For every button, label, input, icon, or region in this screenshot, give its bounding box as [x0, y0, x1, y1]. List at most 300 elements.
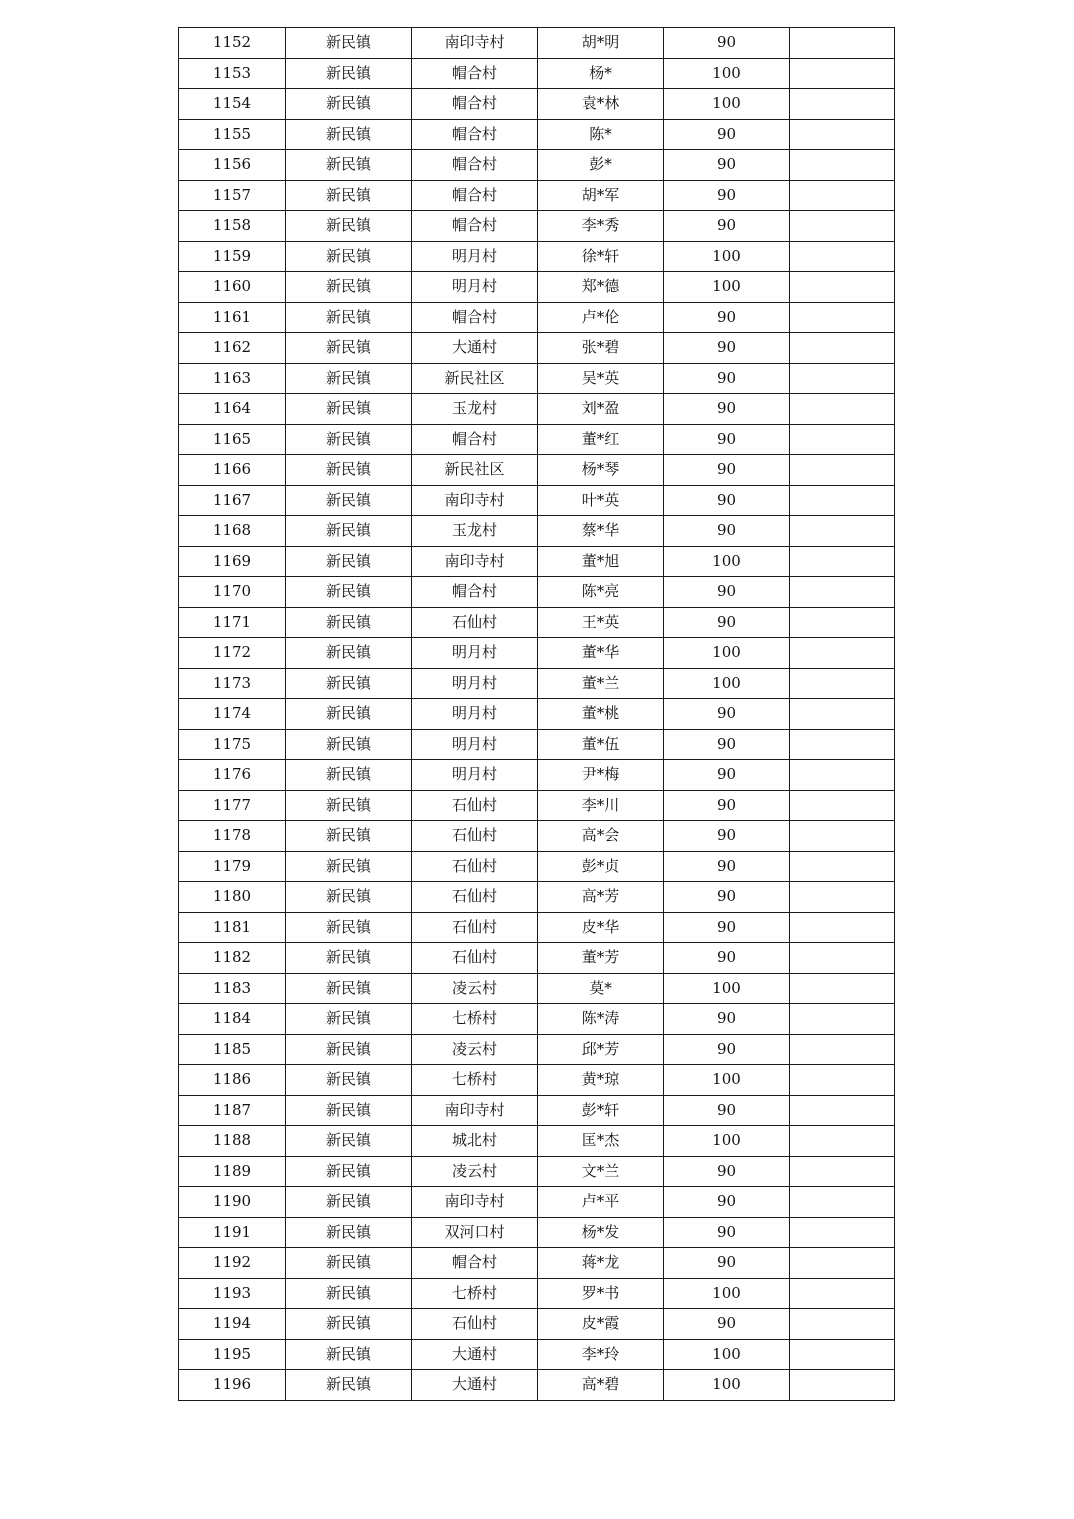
- table-row: [179, 1278, 895, 1309]
- town-cell: 新民镇: [286, 1034, 412, 1065]
- note-cell: [790, 333, 895, 364]
- table-row: [179, 241, 895, 272]
- village-cell: 七桥村: [412, 1004, 538, 1035]
- town-cell: 新民镇: [286, 516, 412, 547]
- amount-cell: 90: [664, 699, 790, 730]
- town-cell: 新民镇: [286, 394, 412, 425]
- table-row: [179, 363, 895, 394]
- amount-cell: 100: [664, 1370, 790, 1401]
- note-cell: [790, 150, 895, 181]
- town-cell: 新民镇: [286, 1065, 412, 1096]
- name-cell: 蔡*华: [538, 516, 664, 547]
- note-cell: [790, 546, 895, 577]
- amount-cell: 90: [664, 211, 790, 242]
- note-cell: [790, 1370, 895, 1401]
- village-cell: 明月村: [412, 241, 538, 272]
- note-cell: [790, 455, 895, 486]
- row-number-cell: 1184: [179, 1004, 286, 1035]
- village-cell: 七桥村: [412, 1065, 538, 1096]
- row-number-cell: 1170: [179, 577, 286, 608]
- name-cell: 董*芳: [538, 943, 664, 974]
- name-cell: 李*秀: [538, 211, 664, 242]
- name-cell: 郑*德: [538, 272, 664, 303]
- town-cell: 新民镇: [286, 333, 412, 364]
- note-cell: [790, 1248, 895, 1279]
- row-number-cell: 1158: [179, 211, 286, 242]
- row-number-cell: 1159: [179, 241, 286, 272]
- town-cell: 新民镇: [286, 729, 412, 760]
- town-cell: 新民镇: [286, 882, 412, 913]
- table-row: [179, 546, 895, 577]
- amount-cell: 90: [664, 455, 790, 486]
- table-row: [179, 394, 895, 425]
- table-row: [179, 1034, 895, 1065]
- village-cell: 帽合村: [412, 211, 538, 242]
- table-row: [179, 1370, 895, 1401]
- name-cell: 杨*琴: [538, 455, 664, 486]
- row-number-cell: 1185: [179, 1034, 286, 1065]
- table-row: [179, 89, 895, 120]
- town-cell: 新民镇: [286, 607, 412, 638]
- note-cell: [790, 851, 895, 882]
- village-cell: 石仙村: [412, 790, 538, 821]
- row-number-cell: 1162: [179, 333, 286, 364]
- table-row: [179, 119, 895, 150]
- note-cell: [790, 1034, 895, 1065]
- row-number-cell: 1193: [179, 1278, 286, 1309]
- note-cell: [790, 180, 895, 211]
- table-row: [179, 668, 895, 699]
- table-row: [179, 1095, 895, 1126]
- name-cell: 彭*: [538, 150, 664, 181]
- row-number-cell: 1174: [179, 699, 286, 730]
- amount-cell: 90: [664, 394, 790, 425]
- town-cell: 新民镇: [286, 668, 412, 699]
- amount-cell: 90: [664, 1217, 790, 1248]
- note-cell: [790, 485, 895, 516]
- name-cell: 卢*伦: [538, 302, 664, 333]
- village-cell: 大通村: [412, 1370, 538, 1401]
- town-cell: 新民镇: [286, 1217, 412, 1248]
- table-row: [179, 729, 895, 760]
- note-cell: [790, 790, 895, 821]
- table-row: [179, 150, 895, 181]
- name-cell: 杨*: [538, 58, 664, 89]
- row-number-cell: 1186: [179, 1065, 286, 1096]
- table-row: [179, 882, 895, 913]
- name-cell: 董*旭: [538, 546, 664, 577]
- row-number-cell: 1190: [179, 1187, 286, 1218]
- amount-cell: 100: [664, 58, 790, 89]
- table-row: [179, 790, 895, 821]
- village-cell: 石仙村: [412, 912, 538, 943]
- row-number-cell: 1153: [179, 58, 286, 89]
- note-cell: [790, 1095, 895, 1126]
- table-row: [179, 1339, 895, 1370]
- name-cell: 吴*英: [538, 363, 664, 394]
- table-row: [179, 1217, 895, 1248]
- table-row: [179, 1004, 895, 1035]
- town-cell: 新民镇: [286, 455, 412, 486]
- town-cell: 新民镇: [286, 699, 412, 730]
- note-cell: [790, 302, 895, 333]
- village-cell: 七桥村: [412, 1278, 538, 1309]
- table-row: [179, 912, 895, 943]
- name-cell: 皮*华: [538, 912, 664, 943]
- town-cell: 新民镇: [286, 1004, 412, 1035]
- note-cell: [790, 760, 895, 791]
- town-cell: 新民镇: [286, 180, 412, 211]
- table-row: [179, 821, 895, 852]
- amount-cell: 90: [664, 577, 790, 608]
- name-cell: 董*兰: [538, 668, 664, 699]
- amount-cell: 100: [664, 1065, 790, 1096]
- row-number-cell: 1169: [179, 546, 286, 577]
- table-row: [179, 1248, 895, 1279]
- village-cell: 大通村: [412, 1339, 538, 1370]
- village-cell: 凌云村: [412, 1156, 538, 1187]
- town-cell: 新民镇: [286, 973, 412, 1004]
- row-number-cell: 1165: [179, 424, 286, 455]
- village-cell: 帽合村: [412, 150, 538, 181]
- row-number-cell: 1156: [179, 150, 286, 181]
- note-cell: [790, 363, 895, 394]
- amount-cell: 90: [664, 943, 790, 974]
- name-cell: 高*芳: [538, 882, 664, 913]
- amount-cell: 90: [664, 790, 790, 821]
- town-cell: 新民镇: [286, 1309, 412, 1340]
- name-cell: 李*玲: [538, 1339, 664, 1370]
- town-cell: 新民镇: [286, 1370, 412, 1401]
- amount-cell: 90: [664, 1034, 790, 1065]
- table-row: [179, 851, 895, 882]
- village-cell: 明月村: [412, 668, 538, 699]
- name-cell: 高*碧: [538, 1370, 664, 1401]
- village-cell: 城北村: [412, 1126, 538, 1157]
- table-row: [179, 272, 895, 303]
- town-cell: 新民镇: [286, 760, 412, 791]
- village-cell: 石仙村: [412, 607, 538, 638]
- town-cell: 新民镇: [286, 943, 412, 974]
- table-row: [179, 333, 895, 364]
- amount-cell: 100: [664, 1339, 790, 1370]
- town-cell: 新民镇: [286, 1339, 412, 1370]
- town-cell: 新民镇: [286, 485, 412, 516]
- town-cell: 新民镇: [286, 1095, 412, 1126]
- table-row: [179, 760, 895, 791]
- row-number-cell: 1187: [179, 1095, 286, 1126]
- village-cell: 帽合村: [412, 577, 538, 608]
- village-cell: 帽合村: [412, 58, 538, 89]
- roster-table-body: [179, 28, 895, 1401]
- village-cell: 南印寺村: [412, 546, 538, 577]
- village-cell: 玉龙村: [412, 394, 538, 425]
- row-number-cell: 1155: [179, 119, 286, 150]
- note-cell: [790, 1309, 895, 1340]
- roster-table: [178, 27, 895, 1401]
- table-row: [179, 58, 895, 89]
- town-cell: 新民镇: [286, 424, 412, 455]
- amount-cell: 90: [664, 882, 790, 913]
- town-cell: 新民镇: [286, 58, 412, 89]
- name-cell: 刘*盈: [538, 394, 664, 425]
- village-cell: 明月村: [412, 638, 538, 669]
- town-cell: 新民镇: [286, 790, 412, 821]
- town-cell: 新民镇: [286, 89, 412, 120]
- village-cell: 玉龙村: [412, 516, 538, 547]
- town-cell: 新民镇: [286, 638, 412, 669]
- table-row: [179, 424, 895, 455]
- village-cell: 凌云村: [412, 1034, 538, 1065]
- note-cell: [790, 1187, 895, 1218]
- row-number-cell: 1177: [179, 790, 286, 821]
- note-cell: [790, 28, 895, 59]
- amount-cell: 90: [664, 516, 790, 547]
- name-cell: 彭*贞: [538, 851, 664, 882]
- row-number-cell: 1164: [179, 394, 286, 425]
- row-number-cell: 1173: [179, 668, 286, 699]
- note-cell: [790, 821, 895, 852]
- table-row: [179, 1156, 895, 1187]
- town-cell: 新民镇: [286, 302, 412, 333]
- note-cell: [790, 1278, 895, 1309]
- row-number-cell: 1179: [179, 851, 286, 882]
- name-cell: 蒋*龙: [538, 1248, 664, 1279]
- town-cell: 新民镇: [286, 1126, 412, 1157]
- village-cell: 大通村: [412, 333, 538, 364]
- name-cell: 尹*梅: [538, 760, 664, 791]
- amount-cell: 90: [664, 485, 790, 516]
- row-number-cell: 1175: [179, 729, 286, 760]
- row-number-cell: 1176: [179, 760, 286, 791]
- row-number-cell: 1178: [179, 821, 286, 852]
- name-cell: 王*英: [538, 607, 664, 638]
- note-cell: [790, 89, 895, 120]
- row-number-cell: 1183: [179, 973, 286, 1004]
- table-row: [179, 607, 895, 638]
- name-cell: 彭*轩: [538, 1095, 664, 1126]
- note-cell: [790, 973, 895, 1004]
- note-cell: [790, 1004, 895, 1035]
- town-cell: 新民镇: [286, 821, 412, 852]
- note-cell: [790, 241, 895, 272]
- amount-cell: 90: [664, 363, 790, 394]
- row-number-cell: 1171: [179, 607, 286, 638]
- name-cell: 张*碧: [538, 333, 664, 364]
- table-row: [179, 577, 895, 608]
- amount-cell: 90: [664, 912, 790, 943]
- town-cell: 新民镇: [286, 241, 412, 272]
- table-row: [179, 516, 895, 547]
- row-number-cell: 1188: [179, 1126, 286, 1157]
- row-number-cell: 1180: [179, 882, 286, 913]
- amount-cell: 90: [664, 1095, 790, 1126]
- village-cell: 新民社区: [412, 363, 538, 394]
- note-cell: [790, 394, 895, 425]
- note-cell: [790, 58, 895, 89]
- amount-cell: 100: [664, 241, 790, 272]
- village-cell: 帽合村: [412, 180, 538, 211]
- town-cell: 新民镇: [286, 1278, 412, 1309]
- village-cell: 明月村: [412, 760, 538, 791]
- row-number-cell: 1196: [179, 1370, 286, 1401]
- name-cell: 杨*发: [538, 1217, 664, 1248]
- table-row: [179, 943, 895, 974]
- row-number-cell: 1154: [179, 89, 286, 120]
- town-cell: 新民镇: [286, 912, 412, 943]
- name-cell: 罗*书: [538, 1278, 664, 1309]
- village-cell: 帽合村: [412, 424, 538, 455]
- note-cell: [790, 424, 895, 455]
- village-cell: 南印寺村: [412, 1095, 538, 1126]
- village-cell: 石仙村: [412, 943, 538, 974]
- amount-cell: 90: [664, 760, 790, 791]
- amount-cell: 90: [664, 821, 790, 852]
- name-cell: 董*华: [538, 638, 664, 669]
- town-cell: 新民镇: [286, 851, 412, 882]
- row-number-cell: 1152: [179, 28, 286, 59]
- name-cell: 董*伍: [538, 729, 664, 760]
- amount-cell: 90: [664, 1248, 790, 1279]
- name-cell: 陈*亮: [538, 577, 664, 608]
- name-cell: 叶*英: [538, 485, 664, 516]
- name-cell: 文*兰: [538, 1156, 664, 1187]
- amount-cell: 90: [664, 1004, 790, 1035]
- village-cell: 帽合村: [412, 302, 538, 333]
- note-cell: [790, 1156, 895, 1187]
- village-cell: 新民社区: [412, 455, 538, 486]
- row-number-cell: 1168: [179, 516, 286, 547]
- village-cell: 明月村: [412, 729, 538, 760]
- note-cell: [790, 607, 895, 638]
- name-cell: 邱*芳: [538, 1034, 664, 1065]
- row-number-cell: 1195: [179, 1339, 286, 1370]
- amount-cell: 90: [664, 729, 790, 760]
- row-number-cell: 1192: [179, 1248, 286, 1279]
- note-cell: [790, 882, 895, 913]
- row-number-cell: 1166: [179, 455, 286, 486]
- village-cell: 南印寺村: [412, 1187, 538, 1218]
- row-number-cell: 1189: [179, 1156, 286, 1187]
- amount-cell: 90: [664, 1156, 790, 1187]
- amount-cell: 100: [664, 668, 790, 699]
- name-cell: 董*红: [538, 424, 664, 455]
- amount-cell: 100: [664, 638, 790, 669]
- amount-cell: 90: [664, 150, 790, 181]
- table-row: [179, 211, 895, 242]
- table-row: [179, 1065, 895, 1096]
- name-cell: 李*川: [538, 790, 664, 821]
- amount-cell: 90: [664, 28, 790, 59]
- note-cell: [790, 211, 895, 242]
- amount-cell: 90: [664, 851, 790, 882]
- village-cell: 石仙村: [412, 1309, 538, 1340]
- village-cell: 石仙村: [412, 821, 538, 852]
- note-cell: [790, 668, 895, 699]
- village-cell: 石仙村: [412, 882, 538, 913]
- note-cell: [790, 1217, 895, 1248]
- row-number-cell: 1181: [179, 912, 286, 943]
- note-cell: [790, 272, 895, 303]
- amount-cell: 100: [664, 973, 790, 1004]
- row-number-cell: 1182: [179, 943, 286, 974]
- name-cell: 袁*林: [538, 89, 664, 120]
- amount-cell: 90: [664, 424, 790, 455]
- amount-cell: 90: [664, 1187, 790, 1218]
- village-cell: 南印寺村: [412, 485, 538, 516]
- village-cell: 石仙村: [412, 851, 538, 882]
- amount-cell: 100: [664, 89, 790, 120]
- amount-cell: 100: [664, 546, 790, 577]
- note-cell: [790, 1126, 895, 1157]
- village-cell: 明月村: [412, 272, 538, 303]
- town-cell: 新民镇: [286, 211, 412, 242]
- town-cell: 新民镇: [286, 150, 412, 181]
- village-cell: 帽合村: [412, 119, 538, 150]
- village-cell: 凌云村: [412, 973, 538, 1004]
- row-number-cell: 1167: [179, 485, 286, 516]
- row-number-cell: 1160: [179, 272, 286, 303]
- amount-cell: 90: [664, 180, 790, 211]
- village-cell: 帽合村: [412, 89, 538, 120]
- village-cell: 帽合村: [412, 1248, 538, 1279]
- table-row: [179, 1126, 895, 1157]
- name-cell: 陈*涛: [538, 1004, 664, 1035]
- note-cell: [790, 1065, 895, 1096]
- name-cell: 匡*杰: [538, 1126, 664, 1157]
- note-cell: [790, 699, 895, 730]
- note-cell: [790, 638, 895, 669]
- village-cell: 双河口村: [412, 1217, 538, 1248]
- table-row: [179, 973, 895, 1004]
- row-number-cell: 1157: [179, 180, 286, 211]
- row-number-cell: 1163: [179, 363, 286, 394]
- name-cell: 黄*琼: [538, 1065, 664, 1096]
- amount-cell: 90: [664, 607, 790, 638]
- table-row: [179, 1187, 895, 1218]
- table-row: [179, 180, 895, 211]
- amount-cell: 90: [664, 333, 790, 364]
- town-cell: 新民镇: [286, 546, 412, 577]
- town-cell: 新民镇: [286, 1156, 412, 1187]
- name-cell: 卢*平: [538, 1187, 664, 1218]
- table-row: [179, 699, 895, 730]
- town-cell: 新民镇: [286, 1187, 412, 1218]
- name-cell: 董*桃: [538, 699, 664, 730]
- note-cell: [790, 516, 895, 547]
- town-cell: 新民镇: [286, 28, 412, 59]
- name-cell: 莫*: [538, 973, 664, 1004]
- note-cell: [790, 943, 895, 974]
- table-row: [179, 28, 895, 59]
- name-cell: 高*会: [538, 821, 664, 852]
- name-cell: 徐*轩: [538, 241, 664, 272]
- row-number-cell: 1172: [179, 638, 286, 669]
- amount-cell: 100: [664, 272, 790, 303]
- name-cell: 皮*霞: [538, 1309, 664, 1340]
- village-cell: 南印寺村: [412, 28, 538, 59]
- row-number-cell: 1194: [179, 1309, 286, 1340]
- village-cell: 明月村: [412, 699, 538, 730]
- note-cell: [790, 912, 895, 943]
- town-cell: 新民镇: [286, 272, 412, 303]
- note-cell: [790, 577, 895, 608]
- amount-cell: 90: [664, 119, 790, 150]
- note-cell: [790, 1339, 895, 1370]
- name-cell: 胡*明: [538, 28, 664, 59]
- amount-cell: 100: [664, 1126, 790, 1157]
- table-row: [179, 485, 895, 516]
